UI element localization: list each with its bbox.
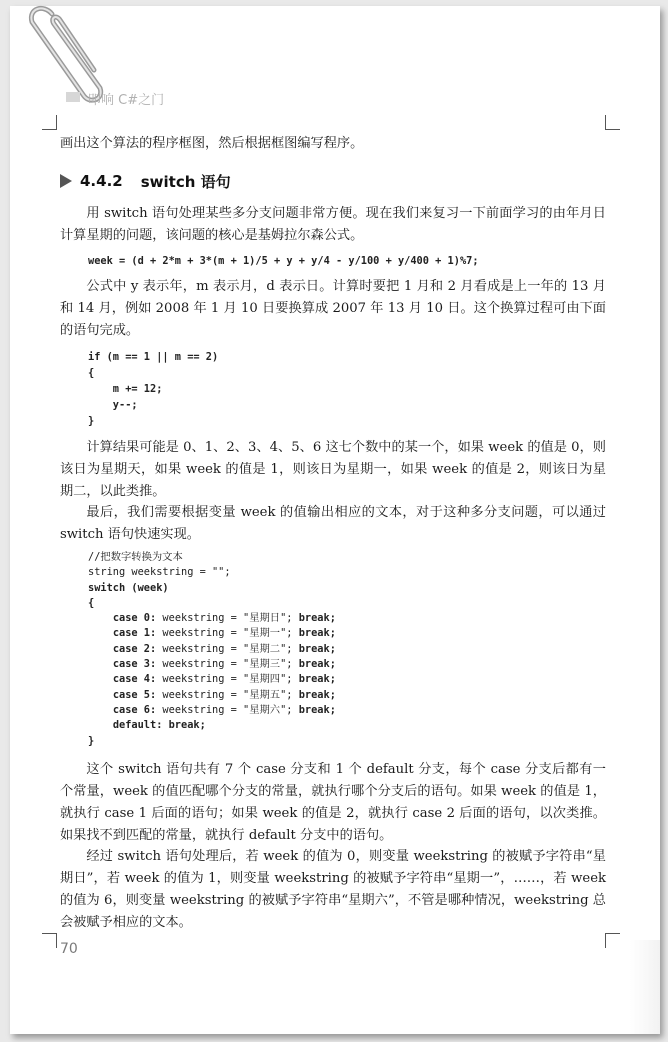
code-case-label: case 1: <box>112 627 157 640</box>
crop-mark-bottom-left <box>42 933 57 948</box>
code-default-line: default: break; <box>112 719 206 732</box>
code-case-break: break; <box>292 688 336 701</box>
section-title: switch 语句 <box>140 172 231 191</box>
crop-mark-top-right <box>605 115 620 130</box>
code-case-assign: weekstring = "星期四"; <box>156 673 293 686</box>
crop-mark-top-left <box>42 115 57 130</box>
code-case-break: break; <box>292 627 336 640</box>
code-close-brace: } <box>88 734 95 747</box>
section-heading <box>60 169 231 193</box>
code-case-assign: weekstring = "星期日"; <box>156 612 293 625</box>
code-case-break: break; <box>292 658 336 671</box>
paragraph-switch-result: 经过 switch 语句处理后，若 week 的值为 0，则变量 weekstring 的被赋予字符串“星期日”，若 week 的值为 1，则变量 weekstring 的被赋予字符串“星期一”，……，若 week 的值为 6，则变量 weekstring 的被赋予字符串“星期六”，不管是哪种情况，weekstring 总会被赋予相应的文本。 <box>60 849 606 930</box>
paragraph-switch-intro: 用 switch 语句处理某些多分支问题非常方便。现在我们来复习一下前面学习的由年月日计算星期的问题，该问题的核心是基姆拉尔森公式。 <box>60 206 606 243</box>
code-case-break: break; <box>292 703 336 716</box>
code-case-label: case 6: <box>112 703 157 716</box>
code-case-label: case 0: <box>112 612 157 625</box>
code-case-break: break; <box>292 612 336 625</box>
paragraph-switch-explain: 这个 switch 语句共有 7 个 case 分支和 1 个 default 分支，每个 case 分支后都有一个常量，week 的值匹配哪个分支的常量，就执行哪个分支后的语句。如果 week 的值是 1，就执行 case 1 后面的语句；如果 week 的值是 2，就执行 case 2 后面的语句，以次类推。如果找不到匹配的常量，就执行 default 分支中的语句。 <box>60 762 606 843</box>
code-case-label: case 4: <box>112 673 157 686</box>
paragraph-result-values: 计算结果可能是 0、1、2、3、4、5、6 这七个数中的某一个，如果 week 的值是 0，则该日为星期天，如果 week 的值是 1，则该日为星期一，如果 week 的值是 2，则该日为星期二，以此类推。 <box>60 440 606 499</box>
paragraph-formula-explain: 公式中 y 表示年，m 表示月，d 表示日。计算时要把 1 月和 2 月看成是上一年的 13 月和 14 月，例如 2008 年 1 月 10 日要换算成 2007 年 13 月 10 日。这个换算过程可由下面的语句完成。 <box>60 279 606 338</box>
paragraph-intro: 画出这个算法的程序框图，然后根据框图编写程序。 <box>60 136 364 151</box>
code-case-label: case 3: <box>112 658 157 671</box>
code-case-label: case 5: <box>112 688 157 701</box>
code-formula: week = (d + 2*m + 3*(m + 1)/5 + y + y/4 - y/100 + y/400 + 1)%7; <box>88 255 479 267</box>
code-case-label: case 2: <box>112 642 157 655</box>
page-curl <box>630 940 660 1034</box>
header-marker <box>66 92 80 102</box>
code-switch-block <box>88 550 336 749</box>
running-header: 叩响 C#之门 <box>88 93 165 108</box>
code-switch-head: switch (week) { <box>88 581 169 609</box>
code-case-assign: weekstring = "星期一"; <box>156 627 293 640</box>
section-number: 4.4.2 <box>80 172 123 190</box>
code-case-assign: weekstring = "星期六"; <box>156 703 293 716</box>
code-case-assign: weekstring = "星期二"; <box>156 642 293 655</box>
paragraph-output-text: 最后，我们需要根据变量 week 的值输出相应的文本，对于这种多分支问题，可以通过 switch 语句快速实现。 <box>60 505 606 542</box>
code-case-break: break; <box>292 642 336 655</box>
code-comment: //把数字转换为文本 <box>88 551 183 563</box>
code-case-break: break; <box>292 673 336 686</box>
triangle-bullet-icon <box>60 174 72 188</box>
code-declaration: string weekstring = ""; <box>88 566 231 579</box>
crop-mark-bottom-right <box>605 933 620 948</box>
code-if-block: if (m == 1 || m == 2) { m += 12; y--; } <box>88 351 219 427</box>
code-case-assign: weekstring = "星期五"; <box>156 688 293 701</box>
code-case-assign: weekstring = "星期三"; <box>156 658 293 671</box>
page-number: 70 <box>60 941 78 957</box>
